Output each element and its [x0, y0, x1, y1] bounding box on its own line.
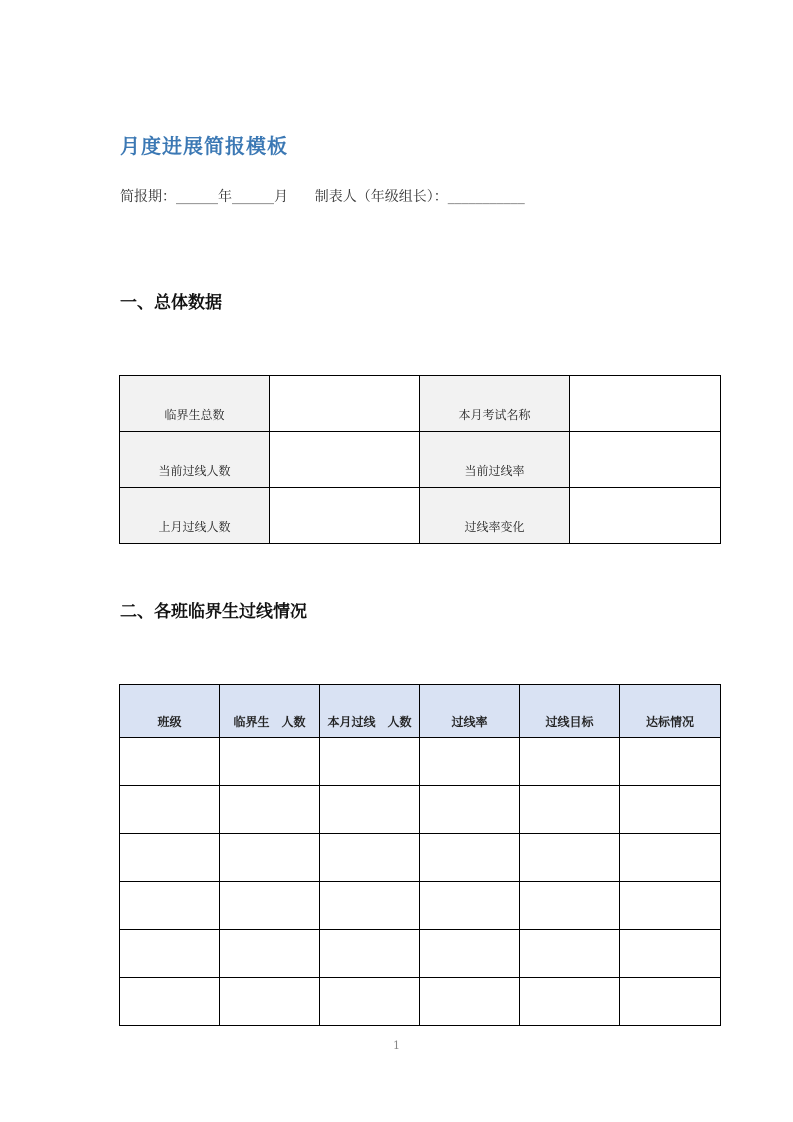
table-row: [120, 432, 721, 488]
table-row: [120, 488, 721, 544]
column-header-borderline-count: 临界生 人数: [220, 685, 320, 738]
label-current-pass-rate: 当前过线率: [420, 432, 570, 488]
table-row: [120, 882, 721, 930]
table-cell[interactable]: [220, 978, 320, 1026]
table-cell[interactable]: [520, 882, 620, 930]
page-number: 1: [393, 1039, 400, 1052]
label-current-pass-count: 当前过线人数: [120, 432, 270, 488]
table-cell[interactable]: [120, 978, 220, 1026]
column-header-class: 班级: [120, 685, 220, 738]
table-row: [120, 834, 721, 882]
column-header-pass-rate: 过线率: [420, 685, 520, 738]
section-heading-class-pass-status: 二、各班临界生过线情况: [120, 602, 307, 622]
table-cell[interactable]: [620, 978, 721, 1026]
table-cell[interactable]: [420, 930, 520, 978]
table-cell[interactable]: [520, 738, 620, 786]
table-cell[interactable]: [620, 930, 721, 978]
table-cell[interactable]: [220, 930, 320, 978]
table-cell[interactable]: [620, 786, 721, 834]
table-cell[interactable]: [120, 882, 220, 930]
table-cell[interactable]: [420, 786, 520, 834]
table-row: [120, 930, 721, 978]
report-meta-line: 简报期：______年______月 制表人（年级组长）：___________: [120, 189, 525, 205]
label-last-month-pass-count: 上月过线人数: [120, 488, 270, 544]
column-header-target-status: 达标情况: [620, 685, 721, 738]
table-cell[interactable]: [620, 738, 721, 786]
table-cell[interactable]: [220, 786, 320, 834]
value-current-pass-count[interactable]: [270, 432, 420, 488]
column-header-monthly-pass-count: 本月过线 人数: [320, 685, 420, 738]
table-cell[interactable]: [220, 882, 320, 930]
table-cell[interactable]: [120, 738, 220, 786]
table-cell[interactable]: [320, 978, 420, 1026]
overall-data-table: [119, 375, 721, 544]
table-header-row: [120, 685, 721, 738]
table-cell[interactable]: [220, 834, 320, 882]
section-heading-overall-data: 一、总体数据: [120, 293, 222, 313]
table-row: [120, 376, 721, 432]
table-cell[interactable]: [520, 786, 620, 834]
table-cell[interactable]: [320, 930, 420, 978]
value-current-pass-rate[interactable]: [570, 432, 721, 488]
table-cell[interactable]: [420, 738, 520, 786]
table-cell[interactable]: [520, 834, 620, 882]
table-cell[interactable]: [520, 930, 620, 978]
label-pass-rate-change: 过线率变化: [420, 488, 570, 544]
table-cell[interactable]: [120, 930, 220, 978]
label-exam-name: 本月考试名称: [420, 376, 570, 432]
table-cell[interactable]: [320, 738, 420, 786]
table-cell[interactable]: [420, 882, 520, 930]
table-cell[interactable]: [120, 834, 220, 882]
table-row: [120, 978, 721, 1026]
value-last-month-pass-count[interactable]: [270, 488, 420, 544]
label-total-borderline: 临界生总数: [120, 376, 270, 432]
table-cell[interactable]: [520, 978, 620, 1026]
table-row: [120, 786, 721, 834]
table-cell[interactable]: [420, 978, 520, 1026]
value-total-borderline[interactable]: [270, 376, 420, 432]
table-cell[interactable]: [620, 834, 721, 882]
table-row: [120, 738, 721, 786]
class-pass-status-table: [119, 684, 721, 1026]
table-cell[interactable]: [320, 882, 420, 930]
table-cell[interactable]: [120, 786, 220, 834]
table-cell[interactable]: [320, 786, 420, 834]
table-cell[interactable]: [620, 882, 721, 930]
value-exam-name[interactable]: [570, 376, 721, 432]
table-cell[interactable]: [420, 834, 520, 882]
table-cell[interactable]: [320, 834, 420, 882]
document-title: 月度进展简报模板: [120, 134, 288, 158]
column-header-pass-target: 过线目标: [520, 685, 620, 738]
table-cell[interactable]: [220, 738, 320, 786]
value-pass-rate-change[interactable]: [570, 488, 721, 544]
